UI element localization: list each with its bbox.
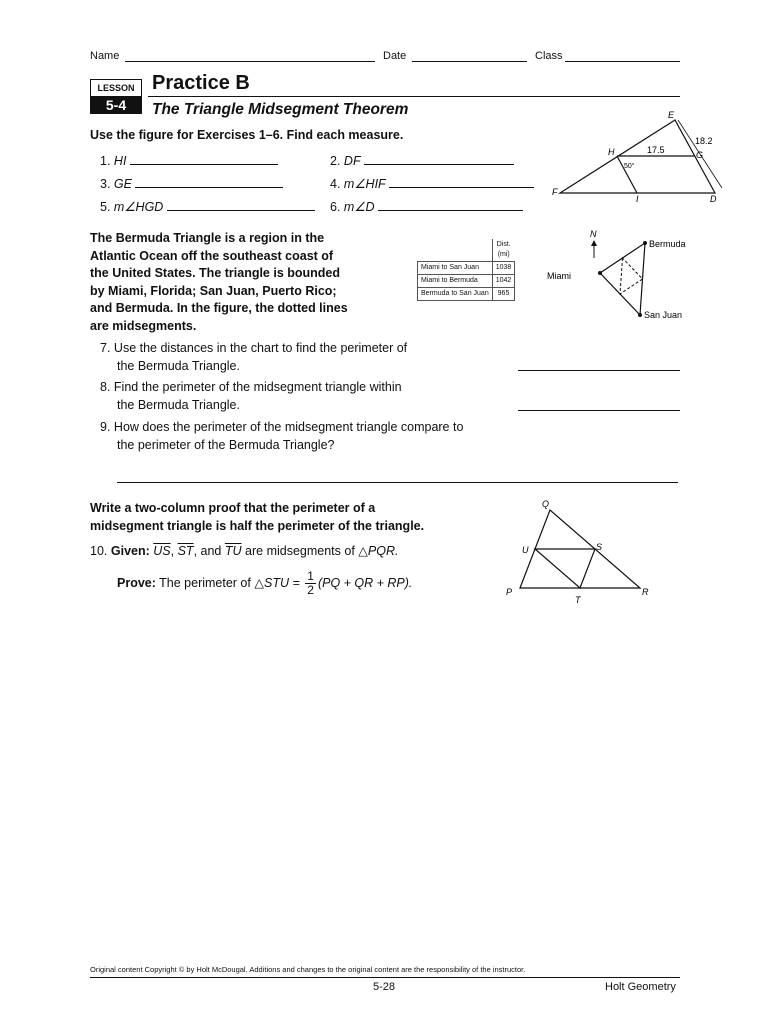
route-cell: Bermuda to San Juan (418, 288, 493, 301)
table-row (418, 288, 515, 301)
one-half-fraction (305, 570, 316, 597)
answer-blank[interactable] (518, 370, 680, 371)
question-text: the Bermuda Triangle. (117, 397, 240, 412)
label-e: E (668, 110, 675, 120)
question-6 (330, 198, 523, 214)
intro-line: by Miami, Florida; San Juan, Puerto Rico; (90, 283, 337, 298)
question-text: the perimeter of the Bermuda Triangle? (117, 437, 335, 452)
table-row (418, 262, 515, 275)
question-number: 8. (100, 380, 111, 394)
question-number: 7. (100, 341, 111, 355)
bermuda-triangle (600, 243, 645, 315)
north-label: N (590, 229, 597, 239)
answer-blank[interactable] (378, 198, 523, 211)
segment-us: $\overline{US}$ (153, 544, 171, 558)
answer-blank[interactable] (364, 152, 514, 165)
label-i: I (636, 194, 639, 204)
dist-cell: 1038 (492, 262, 515, 275)
given-text: are midsegments of (245, 544, 355, 558)
intro-line: Write a two-column proof that the perimeter of a (90, 501, 376, 515)
question-number: 1. (100, 154, 111, 168)
given-label: Given: (110, 544, 150, 558)
route-cell: Miami to San Juan (418, 262, 493, 275)
measure-eg: 18.2 (695, 136, 713, 146)
title-rule (148, 96, 680, 97)
label-h: H (608, 147, 615, 157)
label-t: T (575, 595, 581, 605)
triangle-stu: STU = (263, 575, 300, 590)
miami-label: Miami (547, 271, 571, 281)
dist-cell: 965 (492, 288, 515, 301)
question-text: DF (343, 154, 361, 168)
dist-header: Dist. (496, 241, 511, 248)
table-header (418, 239, 515, 262)
question-1 (100, 152, 278, 168)
class-label: Class (535, 50, 563, 62)
san-juan-point (638, 313, 642, 317)
label-u: U (522, 545, 529, 555)
question-text: Find the perimeter of the midsegment triangle within (113, 380, 402, 394)
miami-point (598, 271, 602, 275)
lesson-number: 5-4 (90, 96, 142, 114)
lesson-label: LESSON (90, 79, 142, 97)
date-label: Date (383, 50, 407, 62)
intro-line: Atlantic Ocean off the southeast coast of (90, 248, 334, 263)
question-number: 3. (100, 177, 111, 191)
question-number: 6. (330, 200, 341, 214)
question-number: 9. (100, 420, 111, 434)
fraction-numerator: 1 (307, 569, 314, 583)
answer-blank[interactable] (135, 175, 283, 188)
question-number: 10. (90, 544, 108, 558)
intro-line: the United States. The triangle is bounded (90, 266, 341, 281)
label-q: Q (542, 499, 550, 509)
answer-blank[interactable] (130, 152, 278, 165)
part1-instruction: Use the figure for Exercises 1–6. Find each measure. (90, 128, 404, 142)
bermuda-map (545, 228, 705, 328)
question-9 (100, 419, 463, 454)
triangle-symbol-icon: △ (254, 575, 264, 590)
answer-blank[interactable] (167, 198, 315, 211)
intro-line: are midsegments. (90, 318, 197, 333)
label-p: P (506, 587, 513, 597)
question-number: 4. (330, 177, 341, 191)
answer-blank[interactable] (117, 482, 678, 483)
triangle-name: PQR. (367, 544, 399, 558)
proof-intro (90, 500, 424, 535)
label-f: F (552, 187, 558, 197)
question-text: m∠HIF (343, 177, 386, 191)
prove-label: Prove: (117, 575, 156, 590)
question-text: m∠HGD (113, 200, 164, 214)
measure-hg: 17.5 (647, 145, 665, 155)
unit-header: (mi) (497, 251, 510, 258)
intro-line: The Bermuda Triangle is a region in the (90, 231, 325, 245)
prove-expression: (PQ + QR + RP). (317, 575, 413, 590)
label-g: G (696, 150, 704, 160)
bermuda-point (643, 241, 647, 245)
question-number: 5. (100, 200, 111, 214)
question-text: HI (113, 154, 127, 168)
book-title: Holt Geometry (605, 981, 676, 993)
question-7 (100, 340, 407, 375)
question-text: Use the distances in the chart to find the perimeter of (113, 341, 408, 355)
fraction-denominator: 2 (307, 583, 314, 597)
question-number: 2. (330, 154, 341, 168)
footer-rule (90, 977, 680, 978)
angle-label: 50° (624, 163, 635, 170)
distance-table (417, 239, 515, 301)
question-4 (330, 175, 534, 191)
question-text: the Bermuda Triangle. (117, 358, 240, 373)
question-text: m∠D (343, 200, 375, 214)
date-field[interactable] (412, 61, 527, 62)
bermuda-label: Bermuda (649, 239, 686, 249)
question-10-prove (117, 570, 412, 597)
midsegment-triangle (620, 258, 643, 294)
san-juan-label: San Juan (644, 310, 683, 320)
segment-tu: $\overline{TU}$ (224, 544, 242, 558)
triangle-pqr-figure (500, 495, 660, 605)
label-d: D (710, 194, 717, 204)
north-arrowhead-icon (591, 240, 597, 246)
question-3 (100, 175, 283, 191)
dist-cell: 1042 (492, 275, 515, 288)
segment-st: $\overline{ST}$ (177, 544, 194, 558)
prove-text: The perimeter of (159, 575, 251, 590)
and-text: , and (193, 544, 222, 558)
question-2 (330, 152, 514, 168)
copyright-notice: Original content Copyright © by Holt McDougal. Additions and changes to the original content are the responsibility of the instructor. (90, 965, 526, 974)
route-cell: Miami to Bermuda (418, 275, 493, 288)
question-text: How does the perimeter of the midsegment triangle compare to (113, 420, 464, 434)
triangle-figure (540, 108, 740, 210)
label-s: S (596, 542, 603, 552)
question-8 (100, 379, 402, 414)
class-field[interactable] (565, 61, 680, 62)
intro-line: and Bermuda. In the figure, the dotted lines (90, 301, 348, 316)
answer-blank[interactable] (389, 175, 534, 188)
name-field[interactable] (125, 61, 375, 62)
segment-hi (617, 156, 637, 193)
table-row (418, 275, 515, 288)
triangle-symbol-icon: △ (358, 544, 368, 558)
page-number: 5-28 (373, 981, 396, 993)
name-label: Name (90, 50, 120, 62)
question-10-given: 10. Given: $\overline{US}$, $\overline{ST}$, and $\overline{TU}$ are midsegments of △PQR. (90, 544, 399, 558)
page-title: Practice B (152, 72, 250, 94)
question-5 (100, 198, 315, 214)
triangle-stu (535, 549, 595, 588)
header-cell (492, 239, 515, 262)
answer-blank[interactable] (518, 410, 680, 411)
question-text: GE (113, 177, 132, 191)
intro-line: midsegment triangle is half the perimeter of the triangle. (90, 518, 425, 533)
page-subtitle: The Triangle Midsegment Theorem (152, 101, 409, 118)
bermuda-intro (90, 230, 348, 336)
label-r: R (642, 587, 649, 597)
